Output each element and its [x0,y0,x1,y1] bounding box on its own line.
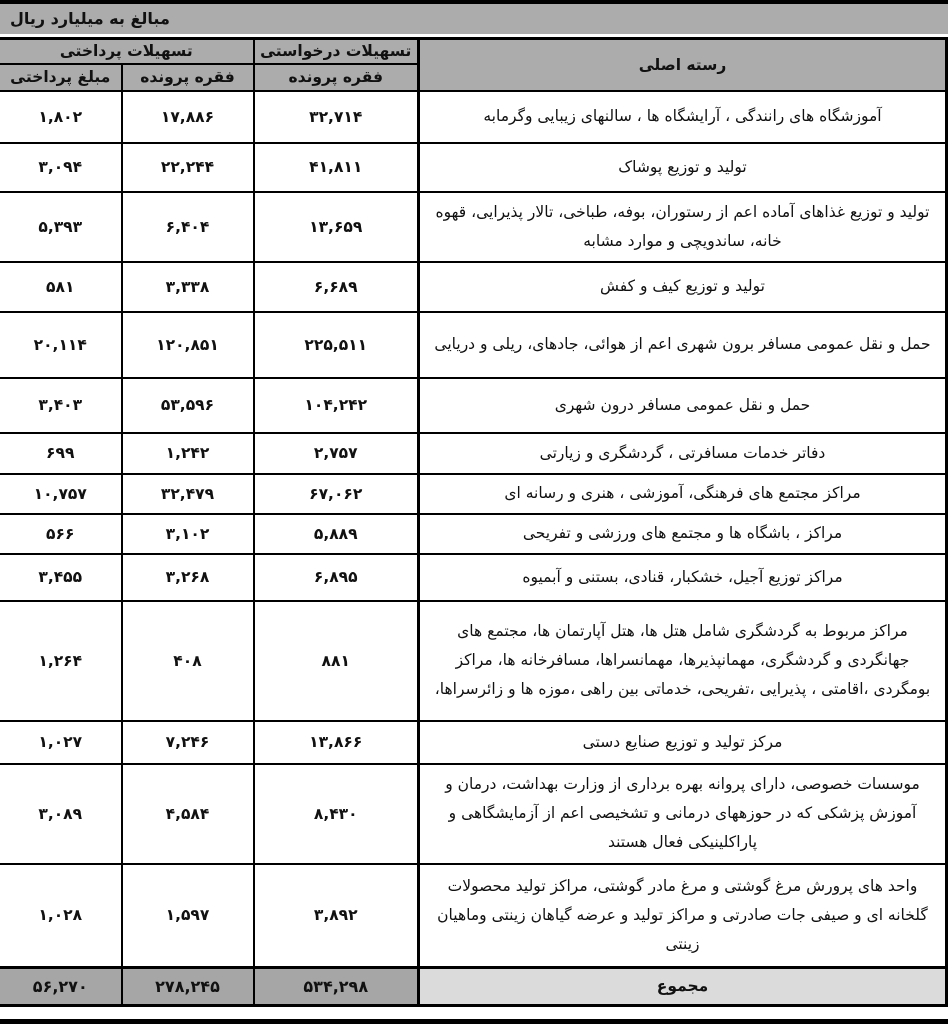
category-cell: تولید و توزیع کیف و کفش [419,262,947,312]
table-row [0,91,947,143]
category-cell: حمل و نقل عمومی مسافر درون شهری [419,378,947,433]
paid-amount-cell: ۱۰,۷۵۷ [0,474,122,514]
requested-cases-cell: ۶,۸۹۵ [254,554,419,601]
paid-cases-cell: ۴,۵۸۴ [122,764,254,864]
paid-cases-cell: ۱۲۰,۸۵۱ [122,312,254,378]
header-group-row [0,39,947,64]
paid-cases-cell: ۲۲,۲۴۴ [122,143,254,192]
table-row [0,192,947,262]
table-row [0,764,947,864]
requested-cases-cell: ۶۷,۰۶۲ [254,474,419,514]
table-row [0,721,947,764]
requested-cases-cell: ۲,۷۵۷ [254,433,419,474]
category-cell: واحد های پرورش مرغ گوشتی و مرغ مادر گوشتی، مراکز تولید محصولات گلخانه ای و صیفی جات صادرتی و مراکز تولید و عرضه گیاهان زینتی وماهیان زینتی [419,864,947,968]
requested-cases-cell: ۲۲۵,۵۱۱ [254,312,419,378]
category-cell: آموزشگاه های رانندگی ، آرایشگاه ها ، سالنهای زیبایی وگرمابه [419,91,947,143]
total-requested-cases: ۵۳۴,۲۹۸ [254,968,419,1006]
paid-cases-cell: ۵۳,۵۹۶ [122,378,254,433]
requested-cases-cell: ۱۳,۶۵۹ [254,192,419,262]
table-row [0,864,947,968]
paid-cases-cell: ۴۰۸ [122,601,254,721]
paid-amount-cell: ۳,۰۹۴ [0,143,122,192]
paid-cases-cell: ۳۲,۴۷۹ [122,474,254,514]
paid-cases-cell: ۱,۵۹۷ [122,864,254,968]
category-cell: مراکز توزیع آجیل، خشکبار، قنادی، بستنی و آبمیوه [419,554,947,601]
table-row [0,554,947,601]
table-row [0,143,947,192]
requested-cases-cell: ۳,۸۹۲ [254,864,419,968]
paid-amount-cell: ۱,۰۲۷ [0,721,122,764]
paid-amount-cell: ۵,۳۹۳ [0,192,122,262]
requested-cases-cell: ۵,۸۸۹ [254,514,419,554]
header-cases-requested: فقره پرونده [254,64,419,91]
paid-amount-cell: ۳,۰۸۹ [0,764,122,864]
table-header [0,39,947,91]
category-cell: مراکز مربوط به گردشگری شامل هتل ها، هتل آپارتمان ها، مجتمع های جهانگردی و گردشگری، مهمانپذیرها، مهمانسراها، مسافرخانه ها، مراکز بومگردی ،اقامتی ، پذیرایی ،تفریحی، خدماتی بین راهی ،موزه ها و زائرسراها، [419,601,947,721]
table-row [0,514,947,554]
category-cell: مرکز تولید و توزیع صنایع دستی [419,721,947,764]
table-row [0,433,947,474]
paid-amount-cell: ۶۹۹ [0,433,122,474]
paid-amount-cell: ۳,۴۰۳ [0,378,122,433]
table-row [0,262,947,312]
requested-cases-cell: ۴۱,۸۱۱ [254,143,419,192]
category-cell: حمل و نقل عمومی مسافر برون شهری اعم از هوائی، جادهای، ریلی و دریایی [419,312,947,378]
total-paid-cases: ۲۷۸,۲۴۵ [122,968,254,1006]
requested-cases-cell: ۳۲,۷۱۴ [254,91,419,143]
facilities-table [0,37,948,1007]
category-cell: دفاتر خدمات مسافرتی ، گردشگری و زیارتی [419,433,947,474]
total-row [0,968,947,1006]
header-cases-paid: فقره پرونده [122,64,254,91]
paid-cases-cell: ۶,۴۰۴ [122,192,254,262]
header-group-requested: تسهیلات درخواستی [254,39,419,64]
units-note: مبالغ به میلیارد ریال [0,4,948,34]
table-row [0,312,947,378]
category-cell: تولید و توزیع پوشاک [419,143,947,192]
table-row [0,378,947,433]
total-label: مجموع [419,968,947,1006]
category-cell: موسسات خصوصی، دارای پروانه بهره برداری از وزارت بهداشت، درمان و آموزش پزشکی که در حوزههای درمانی و تشخیصی اعم از آزمایشگاهی و پاراکلینیکی فعال هستند [419,764,947,864]
paid-cases-cell: ۷,۲۴۶ [122,721,254,764]
table-body [0,91,947,968]
total-paid-amount: ۵۶,۲۷۰ [0,968,122,1006]
table-footer [0,968,947,1006]
paid-amount-cell: ۲۰,۱۱۴ [0,312,122,378]
paid-amount-cell: ۵۸۱ [0,262,122,312]
table-row [0,601,947,721]
header-amount-paid: مبلغ پرداختی [0,64,122,91]
header-category: رسته اصلی [419,39,947,91]
requested-cases-cell: ۱۳,۸۶۶ [254,721,419,764]
paid-cases-cell: ۱,۲۴۲ [122,433,254,474]
requested-cases-cell: ۸,۴۳۰ [254,764,419,864]
category-cell: تولید و توزیع غذاهای آماده اعم از رستوران، بوفه، طباخی، تالار پذیرایی، قهوه خانه، ساندویچی و موارد مشابه [419,192,947,262]
requested-cases-cell: ۸۸۱ [254,601,419,721]
paid-cases-cell: ۳,۱۰۲ [122,514,254,554]
requested-cases-cell: ۱۰۴,۲۴۲ [254,378,419,433]
paid-amount-cell: ۳,۴۵۵ [0,554,122,601]
category-cell: مراکز مجتمع های فرهنگی، آموزشی ، هنری و رسانه ای [419,474,947,514]
paid-amount-cell: ۱,۰۲۸ [0,864,122,968]
paid-cases-cell: ۳,۲۶۸ [122,554,254,601]
table-row [0,474,947,514]
header-group-paid: تسهیلات پرداختی [0,39,254,64]
paid-cases-cell: ۱۷,۸۸۶ [122,91,254,143]
category-cell: مراکز ، باشگاه ها و مجتمع های ورزشی و تفریحی [419,514,947,554]
paid-cases-cell: ۳,۳۳۸ [122,262,254,312]
requested-cases-cell: ۶,۶۸۹ [254,262,419,312]
paid-amount-cell: ۵۶۶ [0,514,122,554]
paid-amount-cell: ۱,۸۰۲ [0,91,122,143]
paid-amount-cell: ۱,۲۶۴ [0,601,122,721]
